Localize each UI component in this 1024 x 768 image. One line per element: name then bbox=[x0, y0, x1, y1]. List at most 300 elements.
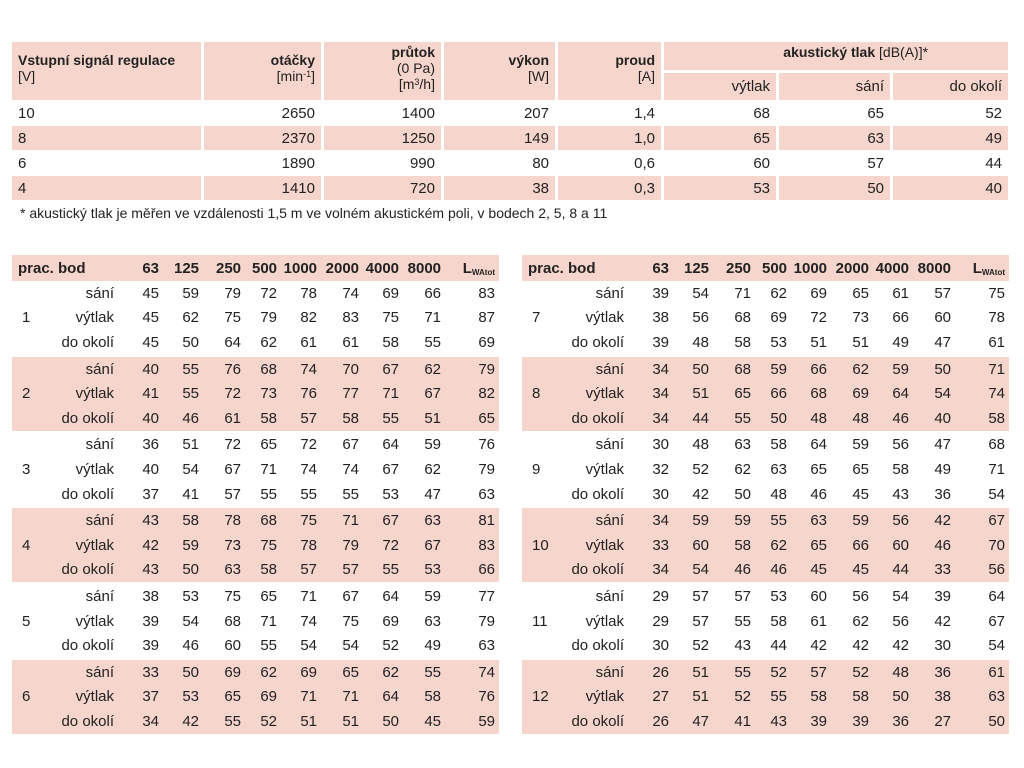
measurement-type: do okolí bbox=[61, 485, 115, 503]
band-value: 58 bbox=[403, 685, 445, 710]
band-value: 62 bbox=[424, 460, 442, 478]
measurement-type: do okolí bbox=[61, 637, 115, 655]
band-value: 58 bbox=[755, 431, 791, 458]
band-value: 62 bbox=[245, 658, 281, 685]
lwatot-value: 58 bbox=[955, 406, 1009, 431]
band-value: 69 bbox=[281, 658, 321, 685]
sound-row bbox=[522, 330, 1009, 355]
band-value: 27 bbox=[628, 685, 673, 710]
band-value: 65 bbox=[245, 431, 281, 458]
band-value: 62 bbox=[260, 333, 278, 351]
header-power bbox=[444, 42, 558, 100]
lwatot-value: 61 bbox=[955, 658, 1009, 685]
band-value: 54 bbox=[342, 637, 360, 655]
header-lwatot bbox=[955, 255, 1009, 281]
band-value: 66 bbox=[831, 533, 873, 558]
band-value: 58 bbox=[770, 612, 788, 630]
measurement-type: sání bbox=[564, 506, 628, 533]
header-frequency: 63 bbox=[118, 255, 163, 281]
measurement-type: sání bbox=[564, 355, 628, 382]
band-value: 45 bbox=[852, 485, 870, 503]
sound-row bbox=[12, 658, 499, 685]
band-value: 45 bbox=[142, 284, 160, 302]
band-value: 75 bbox=[382, 309, 400, 327]
band-value: 49 bbox=[934, 460, 952, 478]
measurement-type: sání bbox=[54, 658, 118, 685]
band-value: 51 bbox=[852, 333, 870, 351]
measurement-type: výtlak bbox=[564, 533, 628, 558]
band-value: 61 bbox=[300, 333, 318, 351]
band-value: 51 bbox=[673, 658, 713, 685]
header-frequency: 500 bbox=[755, 255, 791, 281]
band-value: 37 bbox=[118, 685, 163, 710]
band-value: 42 bbox=[852, 637, 870, 655]
band-value: 72 bbox=[281, 431, 321, 458]
band-value: 30 bbox=[652, 637, 670, 655]
measurement-type: sání bbox=[54, 582, 118, 609]
band-value: 61 bbox=[342, 333, 360, 351]
band-value: 46 bbox=[713, 558, 755, 583]
band-value: 61 bbox=[203, 406, 245, 431]
band-value: 62 bbox=[403, 355, 445, 382]
band-value: 46 bbox=[182, 637, 200, 655]
header-signal-title: Vstupní signál regulace bbox=[18, 52, 176, 68]
header-frequency: 500 bbox=[245, 255, 281, 281]
band-value: 43 bbox=[755, 709, 791, 734]
lwatot-value: 70 bbox=[955, 533, 1009, 558]
lwatot-value: 81 bbox=[445, 506, 499, 533]
cell-signal: 4 bbox=[12, 175, 204, 200]
band-value: 55 bbox=[342, 485, 360, 503]
band-value: 60 bbox=[791, 582, 831, 609]
band-value: 53 bbox=[403, 558, 445, 583]
sound-power-table-right bbox=[522, 255, 1009, 734]
band-value: 75 bbox=[245, 533, 281, 558]
band-value: 53 bbox=[770, 333, 788, 351]
band-value: 48 bbox=[673, 431, 713, 458]
band-value: 72 bbox=[203, 431, 245, 458]
parameters-row bbox=[12, 150, 1008, 175]
band-value: 50 bbox=[673, 355, 713, 382]
lwatot-value: 76 bbox=[445, 685, 499, 710]
band-value: 61 bbox=[892, 284, 910, 302]
band-value: 58 bbox=[163, 506, 203, 533]
operating-point-number: 2 bbox=[12, 355, 54, 431]
band-value: 71 bbox=[281, 582, 321, 609]
band-value: 61 bbox=[810, 612, 828, 630]
band-value: 47 bbox=[934, 333, 952, 351]
band-value: 39 bbox=[652, 284, 670, 302]
band-value: 76 bbox=[203, 355, 245, 382]
band-value: 57 bbox=[224, 485, 242, 503]
band-value: 57 bbox=[281, 558, 321, 583]
operating-point-number: 7 bbox=[532, 309, 541, 327]
band-value: 76 bbox=[281, 381, 321, 406]
band-value: 67 bbox=[403, 533, 445, 558]
cell-signal: 10 bbox=[12, 100, 204, 125]
lwatot-value: 82 bbox=[445, 381, 499, 406]
sound-row bbox=[522, 685, 1009, 710]
measurement-type: do okolí bbox=[54, 709, 118, 734]
band-value: 68 bbox=[224, 612, 242, 630]
band-value: 65 bbox=[203, 685, 245, 710]
band-value: 54 bbox=[300, 637, 318, 655]
lwatot-value: 71 bbox=[988, 460, 1006, 478]
lwatot-value: 54 bbox=[988, 485, 1006, 503]
cell-signal: 8 bbox=[12, 125, 204, 150]
band-value: 57 bbox=[692, 612, 710, 630]
cell-current: 0,6 bbox=[558, 150, 664, 175]
band-value: 51 bbox=[163, 431, 203, 458]
header-frequency: 250 bbox=[713, 255, 755, 281]
band-value: 45 bbox=[831, 558, 873, 583]
band-value: 62 bbox=[831, 355, 873, 382]
band-value: 59 bbox=[755, 355, 791, 382]
band-value: 52 bbox=[245, 709, 281, 734]
measurement-type: výtlak bbox=[564, 685, 628, 710]
measurement-type: sání bbox=[564, 658, 628, 685]
measurement-type: výtlak bbox=[585, 460, 625, 478]
sound-row bbox=[12, 381, 499, 406]
band-value: 57 bbox=[791, 658, 831, 685]
cell-okoli: 52 bbox=[893, 100, 1008, 125]
sound-row bbox=[12, 457, 499, 482]
sound-row bbox=[12, 533, 499, 558]
measurement-type: do okolí bbox=[564, 558, 628, 583]
header-frequency: 250 bbox=[203, 255, 245, 281]
lwatot-value: 79 bbox=[445, 355, 499, 382]
band-value: 54 bbox=[692, 284, 710, 302]
header-acoustic-unit: [dB(A)]* bbox=[879, 44, 929, 60]
header-acoustic bbox=[664, 42, 1008, 70]
band-value: 47 bbox=[673, 709, 713, 734]
band-value: 53 bbox=[163, 685, 203, 710]
band-value: 68 bbox=[734, 309, 752, 327]
sound-row bbox=[12, 582, 499, 609]
band-value: 67 bbox=[363, 355, 403, 382]
band-value: 52 bbox=[692, 460, 710, 478]
sound-row bbox=[522, 533, 1009, 558]
band-value: 57 bbox=[673, 582, 713, 609]
band-value: 39 bbox=[913, 582, 955, 609]
band-value: 55 bbox=[403, 658, 445, 685]
sound-row bbox=[12, 609, 499, 634]
measurement-type: výtlak bbox=[564, 381, 628, 406]
band-value: 46 bbox=[810, 485, 828, 503]
band-value: 69 bbox=[245, 685, 281, 710]
header-frequency: 125 bbox=[673, 255, 713, 281]
band-value: 63 bbox=[403, 506, 445, 533]
band-value: 55 bbox=[260, 485, 278, 503]
cell-power: 38 bbox=[444, 175, 558, 200]
band-value: 71 bbox=[424, 309, 442, 327]
cell-signal: 6 bbox=[12, 150, 204, 175]
band-value: 55 bbox=[713, 406, 755, 431]
band-value: 33 bbox=[913, 558, 955, 583]
sound-row bbox=[12, 482, 499, 507]
band-value: 63 bbox=[424, 612, 442, 630]
sound-row bbox=[522, 355, 1009, 382]
operating-point-number: 10 bbox=[522, 506, 564, 582]
band-value: 55 bbox=[755, 506, 791, 533]
sound-row bbox=[522, 406, 1009, 431]
band-value: 79 bbox=[321, 533, 363, 558]
band-value: 46 bbox=[163, 406, 203, 431]
band-value: 74 bbox=[342, 284, 360, 302]
band-value: 43 bbox=[734, 637, 752, 655]
band-value: 51 bbox=[673, 685, 713, 710]
operating-point-number: 11 bbox=[522, 582, 564, 658]
band-value: 65 bbox=[852, 284, 870, 302]
measurement-type: výtlak bbox=[585, 612, 625, 630]
lwatot-value: 61 bbox=[988, 333, 1006, 351]
header-current-title: proud bbox=[615, 52, 655, 68]
band-value: 59 bbox=[831, 431, 873, 458]
cell-current: 0,3 bbox=[558, 175, 664, 200]
lwatot-value: 63 bbox=[478, 485, 496, 503]
cell-current: 1,4 bbox=[558, 100, 664, 125]
band-value: 79 bbox=[260, 309, 278, 327]
band-value: 30 bbox=[652, 485, 670, 503]
band-value: 75 bbox=[224, 309, 242, 327]
band-value: 43 bbox=[892, 485, 910, 503]
band-value: 34 bbox=[628, 355, 673, 382]
cell-power: 149 bbox=[444, 125, 558, 150]
band-value: 45 bbox=[142, 309, 160, 327]
header-frequency: 8000 bbox=[403, 255, 445, 281]
lwatot-value: 63 bbox=[955, 685, 1009, 710]
band-value: 67 bbox=[403, 381, 445, 406]
band-value: 62 bbox=[755, 533, 791, 558]
band-value: 41 bbox=[182, 485, 200, 503]
parameters-row bbox=[12, 125, 1008, 150]
band-value: 62 bbox=[852, 612, 870, 630]
band-value: 46 bbox=[873, 406, 913, 431]
lwatot-value: 68 bbox=[955, 431, 1009, 458]
band-value: 30 bbox=[628, 431, 673, 458]
band-value: 54 bbox=[913, 381, 955, 406]
parameters-row bbox=[12, 100, 1008, 125]
operating-point-number: 9 bbox=[522, 431, 564, 507]
band-value: 53 bbox=[755, 582, 791, 609]
lwatot-value: 77 bbox=[445, 582, 499, 609]
band-value: 43 bbox=[118, 558, 163, 583]
cell-sani: 65 bbox=[779, 100, 893, 125]
band-value: 50 bbox=[755, 406, 791, 431]
band-value: 59 bbox=[873, 355, 913, 382]
band-value: 55 bbox=[734, 612, 752, 630]
band-value: 50 bbox=[913, 355, 955, 382]
band-value: 64 bbox=[224, 333, 242, 351]
sound-table-header bbox=[522, 255, 1009, 281]
measurement-type: do okolí bbox=[564, 406, 628, 431]
band-value: 60 bbox=[224, 637, 242, 655]
band-value: 66 bbox=[755, 381, 791, 406]
band-value: 36 bbox=[118, 431, 163, 458]
band-value: 58 bbox=[245, 406, 281, 431]
band-value: 26 bbox=[628, 709, 673, 734]
band-value: 63 bbox=[770, 460, 788, 478]
measurement-type: výtlak bbox=[75, 309, 115, 327]
band-value: 33 bbox=[118, 658, 163, 685]
sound-row bbox=[522, 281, 1009, 306]
measurement-type: výtlak bbox=[54, 533, 118, 558]
lwatot-value: 66 bbox=[445, 558, 499, 583]
band-value: 67 bbox=[321, 431, 363, 458]
band-value: 46 bbox=[913, 533, 955, 558]
band-value: 41 bbox=[713, 709, 755, 734]
band-value: 37 bbox=[142, 485, 160, 503]
band-value: 69 bbox=[770, 309, 788, 327]
band-value: 43 bbox=[118, 506, 163, 533]
band-value: 50 bbox=[163, 658, 203, 685]
sound-row bbox=[522, 482, 1009, 507]
band-value: 45 bbox=[791, 558, 831, 583]
cell-speed: 2650 bbox=[204, 100, 324, 125]
band-value: 40 bbox=[118, 406, 163, 431]
band-value: 40 bbox=[118, 355, 163, 382]
band-value: 55 bbox=[163, 355, 203, 382]
lwatot-value: 83 bbox=[445, 533, 499, 558]
cell-speed: 1890 bbox=[204, 150, 324, 175]
band-value: 68 bbox=[713, 355, 755, 382]
measurement-type: výtlak bbox=[75, 612, 115, 630]
band-value: 59 bbox=[831, 506, 873, 533]
band-value: 72 bbox=[363, 533, 403, 558]
band-value: 53 bbox=[163, 582, 203, 609]
band-value: 39 bbox=[791, 709, 831, 734]
band-value: 34 bbox=[628, 558, 673, 583]
header-frequency: 1000 bbox=[791, 255, 831, 281]
band-value: 52 bbox=[755, 658, 791, 685]
band-value: 48 bbox=[791, 406, 831, 431]
sound-row bbox=[12, 355, 499, 382]
band-value: 71 bbox=[321, 685, 363, 710]
lwatot-value: 65 bbox=[445, 406, 499, 431]
band-value: 55 bbox=[203, 709, 245, 734]
band-value: 78 bbox=[203, 506, 245, 533]
band-value: 42 bbox=[118, 533, 163, 558]
band-value: 73 bbox=[852, 309, 870, 327]
band-value: 42 bbox=[163, 709, 203, 734]
lwatot-value: 63 bbox=[478, 637, 496, 655]
band-value: 66 bbox=[892, 309, 910, 327]
lwatot-value: 69 bbox=[478, 333, 496, 351]
band-value: 65 bbox=[245, 582, 281, 609]
band-value: 75 bbox=[342, 612, 360, 630]
header-operating-point: prac. bod bbox=[12, 255, 118, 281]
band-value: 64 bbox=[363, 582, 403, 609]
header-acoustic-okoli: do okolí bbox=[893, 70, 1008, 100]
band-value: 73 bbox=[245, 381, 281, 406]
band-value: 56 bbox=[831, 582, 873, 609]
band-value: 59 bbox=[713, 506, 755, 533]
sound-row bbox=[522, 506, 1009, 533]
sound-row bbox=[522, 558, 1009, 583]
header-current-unit: [A] bbox=[637, 68, 655, 84]
lwatot-value: 78 bbox=[988, 309, 1006, 327]
band-value: 55 bbox=[363, 406, 403, 431]
lwatot-value: 79 bbox=[478, 460, 496, 478]
lwatot-value: 76 bbox=[445, 431, 499, 458]
band-value: 50 bbox=[873, 685, 913, 710]
sound-row bbox=[522, 709, 1009, 734]
sound-row bbox=[522, 457, 1009, 482]
band-value: 65 bbox=[810, 460, 828, 478]
band-value: 60 bbox=[934, 309, 952, 327]
header-flow-unit: $[m^3/h]$ bbox=[398, 76, 435, 92]
band-value: 45 bbox=[403, 709, 445, 734]
cell-vytlak: 53 bbox=[664, 175, 779, 200]
band-value: 40 bbox=[913, 406, 955, 431]
sound-row bbox=[12, 633, 499, 658]
parameters-table bbox=[12, 42, 1008, 200]
operating-point-number: 1 bbox=[22, 309, 31, 327]
band-value: 39 bbox=[142, 612, 160, 630]
operating-point-number: 5 bbox=[12, 582, 54, 658]
band-value: 71 bbox=[363, 381, 403, 406]
band-value: 39 bbox=[142, 637, 160, 655]
band-value: 73 bbox=[203, 533, 245, 558]
sound-row bbox=[12, 330, 499, 355]
operating-point-number: 6 bbox=[12, 658, 54, 734]
band-value: 42 bbox=[810, 637, 828, 655]
band-value: 60 bbox=[873, 533, 913, 558]
cell-sani: 63 bbox=[779, 125, 893, 150]
band-value: 77 bbox=[321, 381, 363, 406]
band-value: 69 bbox=[382, 284, 400, 302]
measurement-type: sání bbox=[595, 284, 625, 302]
band-value: 51 bbox=[673, 381, 713, 406]
measurement-type: do okolí bbox=[564, 709, 628, 734]
lw-symbol: L bbox=[972, 259, 982, 277]
header-lwatot bbox=[445, 255, 499, 281]
band-value: 39 bbox=[831, 709, 873, 734]
sound-row bbox=[12, 431, 499, 458]
measurement-type: do okolí bbox=[54, 558, 118, 583]
cell-power: 80 bbox=[444, 150, 558, 175]
band-value: 50 bbox=[182, 333, 200, 351]
band-value: 70 bbox=[321, 355, 363, 382]
band-value: 48 bbox=[692, 333, 710, 351]
band-value: 39 bbox=[652, 333, 670, 351]
operating-point-number: 3 bbox=[12, 431, 54, 507]
band-value: 65 bbox=[852, 460, 870, 478]
band-value: 69 bbox=[810, 284, 828, 302]
band-value: 52 bbox=[382, 637, 400, 655]
cell-sani: 57 bbox=[779, 150, 893, 175]
band-value: 58 bbox=[791, 685, 831, 710]
header-frequency: 125 bbox=[163, 255, 203, 281]
band-value: 68 bbox=[245, 355, 281, 382]
band-value: 33 bbox=[628, 533, 673, 558]
band-value: 72 bbox=[203, 381, 245, 406]
band-value: 75 bbox=[203, 582, 245, 609]
sound-row bbox=[12, 406, 499, 431]
band-value: 42 bbox=[892, 637, 910, 655]
band-value: 55 bbox=[163, 381, 203, 406]
lwatot-value: 79 bbox=[478, 612, 496, 630]
lwatot-value: 74 bbox=[955, 381, 1009, 406]
measurement-type: výtlak bbox=[54, 685, 118, 710]
cell-flow: 990 bbox=[324, 150, 444, 175]
band-value: 63 bbox=[203, 558, 245, 583]
band-value: 36 bbox=[873, 709, 913, 734]
band-value: 69 bbox=[382, 612, 400, 630]
sound-row bbox=[522, 431, 1009, 458]
band-value: 74 bbox=[342, 460, 360, 478]
band-value: 55 bbox=[424, 333, 442, 351]
